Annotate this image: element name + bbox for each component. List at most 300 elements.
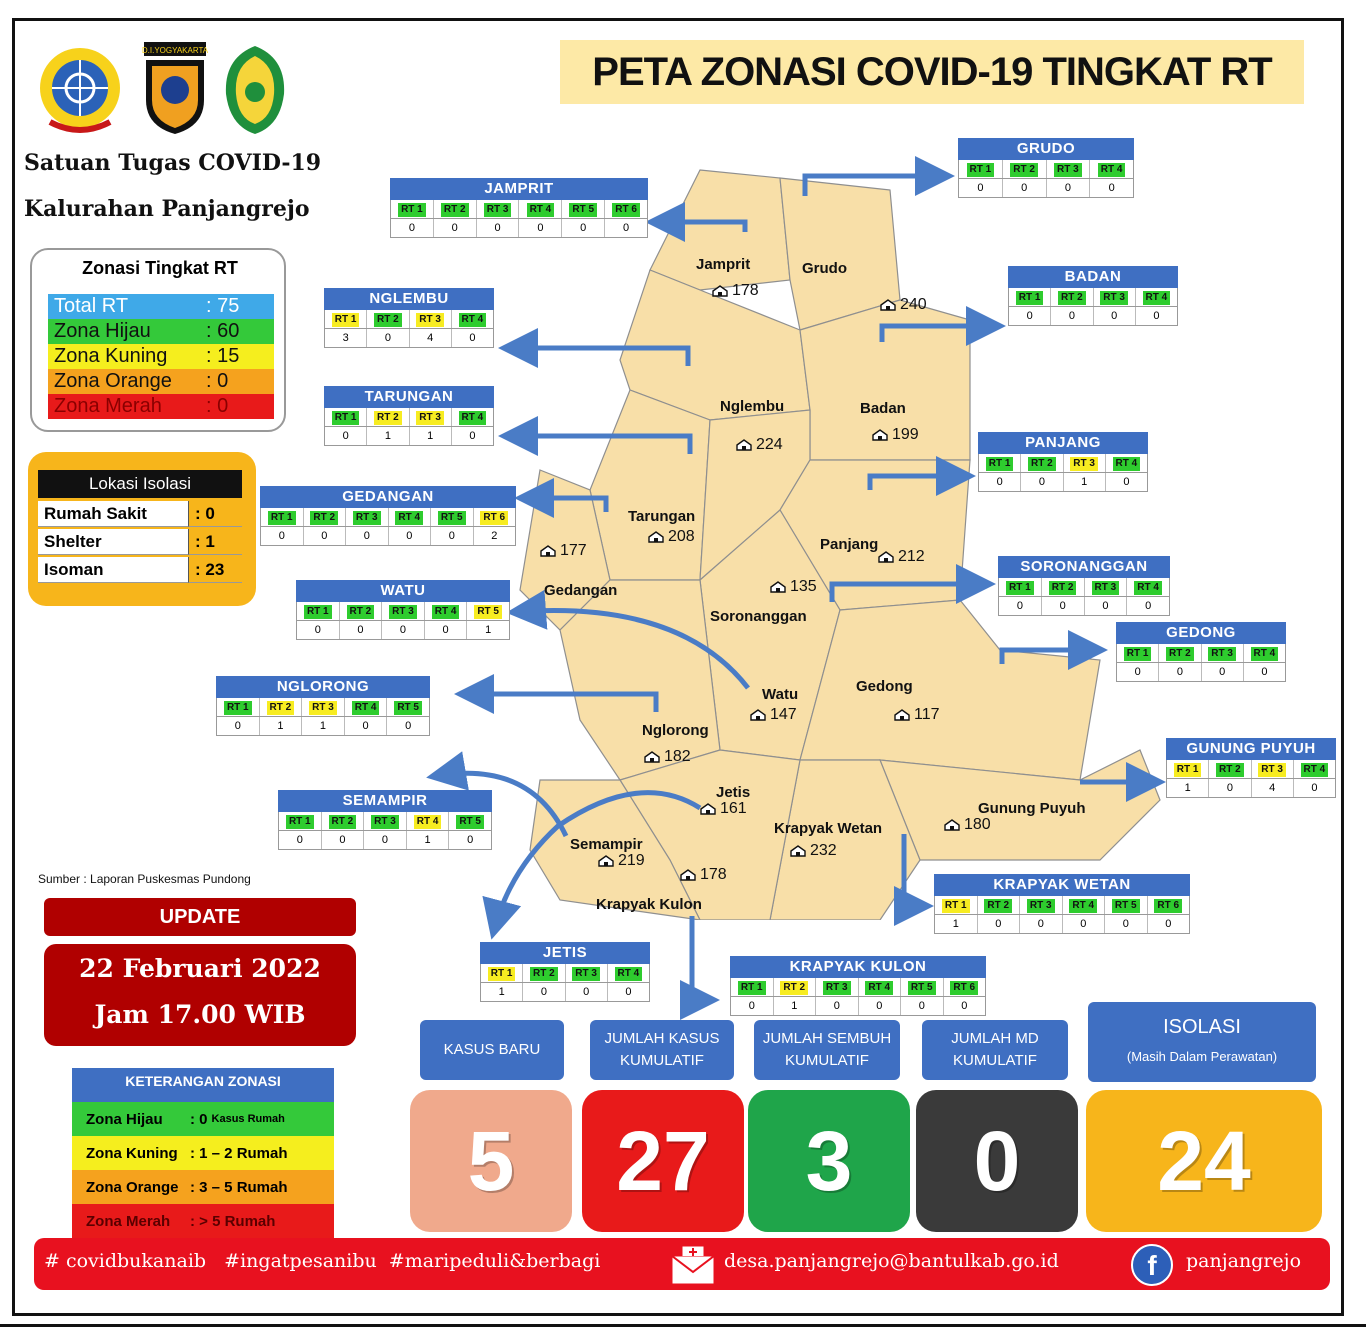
- rt-table-title: TARUNGAN: [324, 386, 494, 408]
- rt-table-title: WATU: [296, 580, 510, 602]
- rt-label-cell: [467, 602, 509, 620]
- legend-desc: : 1 – 2 Rumah: [190, 1144, 288, 1162]
- rt-value-row: [730, 997, 986, 1016]
- stat-label-text: KASUS BARU: [443, 1041, 541, 1058]
- house-count-value: 182: [664, 748, 691, 765]
- rt-value-cell: 0: [1123, 476, 1130, 488]
- footer-email[interactable]: desa.panjangrejo@bantulkab.go.id: [724, 1250, 1059, 1272]
- rt-label: RT 1: [986, 457, 1014, 471]
- rt-label-cell: [364, 812, 407, 830]
- legend-desc-small: Kasus Rumah: [211, 1113, 285, 1125]
- rt-label-cell: [477, 200, 520, 218]
- house-count-value: 219: [618, 852, 645, 869]
- village-house-count: [736, 436, 783, 454]
- rt-table: [296, 580, 510, 640]
- rt-label: RT 3: [1027, 899, 1055, 913]
- rt-value-cell: 0: [1202, 663, 1244, 681]
- isolasi-row-value: : 0: [188, 501, 242, 527]
- update-box: [44, 944, 356, 1046]
- legend-desc: : > 5 Rumah: [190, 1212, 276, 1230]
- rt-label: RT 2: [267, 701, 295, 715]
- rt-label: RT 6: [480, 511, 508, 525]
- zonasi-row-label: Zona Kuning: [54, 345, 168, 367]
- rt-label: RT 3: [371, 815, 399, 829]
- rt-label: RT 4: [414, 815, 442, 829]
- legend-desc: : 3 – 5 Rumah: [190, 1178, 288, 1196]
- rt-label: RT 1: [398, 203, 426, 217]
- rt-table: [324, 288, 494, 348]
- rt-label: RT 6: [612, 203, 640, 217]
- village-house-count: [790, 842, 837, 860]
- rt-value-cell: 0: [519, 219, 562, 237]
- rt-label-cell: [340, 602, 383, 620]
- isolasi-row-value: : 1: [188, 529, 242, 555]
- rt-value-cell: 1: [367, 427, 409, 445]
- rt-label: RT 4: [865, 981, 893, 995]
- rt-label-cell: [1252, 760, 1294, 778]
- rt-label: RT 1: [304, 605, 332, 619]
- legend-row: [72, 1136, 334, 1170]
- house-icon: [770, 581, 786, 593]
- rt-label: RT 4: [459, 313, 487, 327]
- rt-label: RT 4: [527, 203, 555, 217]
- rt-value-cell: 0: [1063, 915, 1106, 933]
- rt-value-cell: 0: [469, 332, 476, 344]
- rt-label: RT 3: [1258, 763, 1286, 777]
- village-name: Grudo: [802, 260, 847, 277]
- rt-label: RT 1: [268, 511, 296, 525]
- house-count-value: 224: [756, 436, 783, 453]
- stat-value: 0: [916, 1090, 1078, 1232]
- rt-table: [1008, 266, 1178, 326]
- house-count-value: 240: [900, 296, 927, 313]
- rt-value-cell: 0: [1105, 915, 1148, 933]
- rt-table-title: BADAN: [1008, 266, 1178, 288]
- rt-label-cell: [608, 964, 649, 982]
- rt-table-title: NGLORONG: [216, 676, 430, 698]
- rt-label: RT 4: [432, 605, 460, 619]
- rt-label-cell: [217, 698, 260, 716]
- rt-label: RT 2: [530, 967, 558, 981]
- rt-value-cell: 0: [405, 720, 412, 732]
- rt-label: RT 1: [286, 815, 314, 829]
- village-house-count: [700, 800, 747, 818]
- zonasi-legend: [72, 1068, 334, 1238]
- rt-label: RT 4: [1251, 647, 1279, 661]
- rt-value-cell: 0: [901, 997, 944, 1015]
- rt-label-cell: [434, 200, 477, 218]
- rt-label: RT 3: [1092, 581, 1120, 595]
- rt-label: RT 3: [353, 511, 381, 525]
- house-count-value: 178: [700, 866, 727, 883]
- rt-table: [958, 138, 1134, 198]
- rt-value-cell: 3: [325, 329, 367, 347]
- village-name: Jetis: [716, 784, 751, 801]
- rt-value-cell: 0: [389, 527, 432, 545]
- rt-label-cell: [1009, 288, 1051, 306]
- rt-value-cell: 0: [978, 915, 1021, 933]
- house-icon: [880, 299, 896, 311]
- house-icon: [878, 551, 894, 563]
- rt-label: RT 1: [967, 163, 995, 177]
- rt-label: RT 2: [1216, 763, 1244, 777]
- rt-label: RT 4: [1098, 163, 1126, 177]
- rt-label-cell: [346, 508, 389, 526]
- house-count-value: 180: [964, 816, 991, 833]
- rt-label: RT 2: [374, 411, 402, 425]
- house-count-value: 178: [732, 282, 759, 299]
- update-label: UPDATE: [44, 898, 356, 936]
- rt-value-cell: 1: [485, 624, 492, 636]
- rt-label: RT 3: [572, 967, 600, 981]
- rt-value-cell: 1: [410, 427, 452, 445]
- rt-label: RT 2: [1010, 163, 1038, 177]
- rt-value-cell: 0: [391, 219, 434, 237]
- legend-zone: Zona Orange: [86, 1178, 179, 1196]
- rt-value-cell: 0: [340, 621, 383, 639]
- rt-value-cell: 0: [1153, 310, 1160, 322]
- rt-value-cell: 0: [1108, 182, 1115, 194]
- zonasi-row-label: Total RT: [54, 295, 129, 317]
- lokasi-isolasi-heading: Lokasi Isolasi: [38, 470, 242, 498]
- stat-label: [590, 1020, 734, 1080]
- zonasi-row-label: Zona Merah: [54, 395, 162, 417]
- facebook-icon: [1130, 1243, 1174, 1287]
- rt-label: RT 4: [1301, 763, 1329, 777]
- rt-value-cell: 1: [407, 831, 450, 849]
- rt-value-row: [480, 983, 650, 1002]
- house-icon: [680, 869, 696, 881]
- rt-value-row: [1116, 663, 1286, 682]
- house-icon: [540, 545, 556, 557]
- rt-label-cell: [302, 698, 345, 716]
- rt-label: RT 5: [908, 981, 936, 995]
- stat-value: 27: [582, 1090, 744, 1232]
- house-icon: [598, 855, 614, 867]
- rt-value-cell: 0: [1311, 782, 1318, 794]
- village-name: Gedangan: [544, 582, 618, 599]
- rt-value-row: [1008, 307, 1178, 326]
- rt-label-cell: [1202, 644, 1244, 662]
- rt-label-row: [480, 964, 650, 983]
- rt-value-cell: 0: [1117, 663, 1159, 681]
- rt-value-cell: 0: [1042, 597, 1085, 615]
- rt-value-cell: 1: [260, 717, 303, 735]
- rt-label: RT 1: [738, 981, 766, 995]
- rt-value-row: [324, 329, 494, 348]
- village-name: Watu: [762, 686, 799, 703]
- rt-value-cell: 4: [1252, 779, 1294, 797]
- house-icon: [700, 803, 716, 815]
- village-house-count: [648, 528, 695, 546]
- rt-label-cell: [1042, 578, 1085, 596]
- village-name: Tarungan: [628, 508, 696, 525]
- rt-label-cell: [325, 408, 367, 426]
- rt-label-cell: [859, 978, 902, 996]
- rt-label-cell: [410, 408, 452, 426]
- house-icon: [648, 531, 664, 543]
- village-house-count: [770, 578, 817, 596]
- rt-label-cell: [1167, 760, 1209, 778]
- rt-label: RT 5: [474, 605, 502, 619]
- rt-label-cell: [322, 812, 365, 830]
- rt-label-cell: [979, 454, 1021, 472]
- rt-label: RT 3: [309, 701, 337, 715]
- rt-label-cell: [304, 508, 347, 526]
- rt-table-title: JETIS: [480, 942, 650, 964]
- rt-label-cell: [407, 812, 450, 830]
- village-name: Gedong: [856, 678, 913, 695]
- rt-value-row: [260, 527, 516, 546]
- rt-value-cell: 0: [325, 427, 367, 445]
- rt-label: RT 1: [942, 899, 970, 913]
- rt-value-cell: 0: [279, 831, 322, 849]
- rt-label-cell: [1003, 160, 1047, 178]
- rt-label: RT 4: [1113, 457, 1141, 471]
- rt-label-cell: [519, 200, 562, 218]
- rt-value-cell: 0: [304, 527, 347, 545]
- rt-label-row: [260, 508, 516, 527]
- rt-label: RT 1: [488, 967, 516, 981]
- stat-label: [754, 1020, 900, 1080]
- rt-value-cell: 0: [425, 621, 468, 639]
- rt-label: RT 6: [1154, 899, 1182, 913]
- house-icon: [736, 439, 752, 451]
- svg-text:f: f: [1147, 1250, 1157, 1281]
- rt-label-cell: [1047, 160, 1091, 178]
- rt-label: RT 5: [438, 511, 466, 525]
- org-name-line1: Satuan Tugas COVID-19: [24, 150, 322, 176]
- house-icon: [944, 819, 960, 831]
- rt-label: RT 2: [780, 981, 808, 995]
- zonasi-row-value: : 75: [206, 295, 240, 317]
- legend-zone: Zona Kuning: [86, 1144, 178, 1162]
- rt-label: RT 4: [395, 511, 423, 525]
- rt-label-cell: [452, 408, 493, 426]
- rt-label: RT 4: [459, 411, 487, 425]
- rt-value-cell: 0: [859, 997, 902, 1015]
- house-count-value: 232: [810, 842, 837, 859]
- isolasi-row-label: Shelter: [38, 529, 188, 555]
- village-name: Semampir: [570, 836, 643, 853]
- rt-value-row: [958, 179, 1134, 198]
- rt-label: RT 3: [1100, 291, 1128, 305]
- house-icon: [894, 709, 910, 721]
- rt-table-title: PANJANG: [978, 432, 1148, 454]
- rt-value-cell: 0: [1159, 663, 1201, 681]
- house-count-value: 117: [914, 706, 940, 723]
- rt-value-cell: 0: [345, 717, 388, 735]
- rt-label-cell: [1094, 288, 1136, 306]
- rt-label-cell: [389, 508, 432, 526]
- footer-bar: [34, 1238, 1330, 1290]
- rt-label: RT 1: [332, 411, 360, 425]
- legend-desc: : 0: [190, 1110, 208, 1128]
- rt-table-title: NGLEMBU: [324, 288, 494, 310]
- rt-label-cell: [1136, 288, 1177, 306]
- zonasi-row-value: : 0: [206, 395, 229, 417]
- rt-label-row: [278, 812, 492, 831]
- rt-label: RT 3: [1070, 457, 1098, 471]
- rt-value-cell: 0: [1085, 597, 1128, 615]
- rt-label-row: [296, 602, 510, 621]
- rt-label-cell: [901, 978, 944, 996]
- rt-label-cell: [1117, 644, 1159, 662]
- rt-label-cell: [562, 200, 605, 218]
- rt-label-cell: [774, 978, 817, 996]
- rt-label: RT 3: [1054, 163, 1082, 177]
- village-name: Krapyak Wetan: [774, 820, 883, 837]
- stat-label: [1088, 1002, 1316, 1082]
- footer-facebook[interactable]: panjangrejo: [1186, 1250, 1302, 1272]
- rt-label-cell: [367, 408, 409, 426]
- zonasi-row-label: Zona Hijau: [54, 320, 151, 342]
- rt-value-row: [296, 621, 510, 640]
- rt-label-cell: [452, 310, 493, 328]
- rt-value-cell: 1: [302, 717, 345, 735]
- rt-value-cell: 0: [367, 329, 409, 347]
- village-house-count: [680, 866, 727, 884]
- house-count-value: 135: [790, 578, 817, 595]
- update-date: 22 Februari 2022: [79, 954, 321, 983]
- rt-value-cell: 0: [1094, 307, 1136, 325]
- isolasi-row-label: Rumah Sakit: [38, 501, 188, 527]
- rt-label: RT 2: [347, 605, 375, 619]
- rt-label-cell: [1106, 454, 1147, 472]
- rt-label-cell: [1209, 760, 1251, 778]
- rt-label-cell: [325, 310, 367, 328]
- rt-table: [730, 956, 986, 1016]
- rt-label: RT 4: [1134, 581, 1162, 595]
- village-name: Nglorong: [642, 722, 709, 739]
- village-house-count: [540, 542, 587, 560]
- rt-value-cell: 0: [1003, 179, 1047, 197]
- village-name: Badan: [860, 400, 906, 417]
- village-house-count: [944, 816, 991, 834]
- rt-label: RT 5: [1112, 899, 1140, 913]
- rt-value-row: [390, 219, 648, 238]
- rt-label: RT 2: [441, 203, 469, 217]
- rt-value-cell: 2: [491, 530, 498, 542]
- rt-value-row: [1166, 779, 1336, 798]
- rt-table-title: GEDANGAN: [260, 486, 516, 508]
- rt-label-row: [1116, 644, 1286, 663]
- rt-label-cell: [731, 978, 774, 996]
- rt-value-row: [216, 717, 430, 736]
- rt-label-cell: [297, 602, 340, 620]
- rt-label-cell: [1127, 578, 1169, 596]
- house-count-value: 208: [668, 528, 695, 545]
- police-logo-text: D.I.YOGYAKARTA: [141, 46, 209, 55]
- rt-value-cell: 0: [625, 986, 632, 998]
- rt-table: [324, 386, 494, 446]
- rt-label: RT 3: [416, 411, 444, 425]
- rt-label-cell: [944, 978, 986, 996]
- rt-value-cell: 0: [1047, 179, 1091, 197]
- village-name: Panjang: [820, 536, 879, 553]
- rt-label-cell: [1051, 288, 1093, 306]
- rt-label-cell: [261, 508, 304, 526]
- rt-value-cell: 1: [774, 997, 817, 1015]
- rt-label-cell: [387, 698, 429, 716]
- rt-label-cell: [999, 578, 1042, 596]
- rt-table-title: SEMAMPIR: [278, 790, 492, 812]
- stat-label: [420, 1020, 564, 1080]
- village-house-count: [872, 426, 919, 444]
- rt-label-row: [324, 408, 494, 427]
- rt-value-cell: 1: [935, 915, 978, 933]
- rt-label-cell: [1148, 896, 1190, 914]
- rt-label: RT 1: [1006, 581, 1034, 595]
- rt-label: RT 5: [569, 203, 597, 217]
- rt-label: RT 4: [352, 701, 380, 715]
- rt-value-cell: 0: [346, 527, 389, 545]
- rt-label-cell: [481, 964, 523, 982]
- rt-label: RT 1: [1174, 763, 1202, 777]
- rt-label-cell: [345, 698, 388, 716]
- rt-label: RT 3: [1208, 647, 1236, 661]
- rt-label-cell: [1020, 896, 1063, 914]
- rt-table: [480, 942, 650, 1002]
- rt-value-cell: 0: [364, 831, 407, 849]
- rt-table-title: KRAPYAK WETAN: [934, 874, 1190, 896]
- rt-label-row: [934, 896, 1190, 915]
- rt-label-cell: [474, 508, 516, 526]
- rt-table-title: SORONANGGAN: [998, 556, 1170, 578]
- stat-value: 5: [410, 1090, 572, 1232]
- village-house-count: [712, 282, 759, 300]
- rt-value-cell: 0: [261, 527, 304, 545]
- village-name: Krapyak Kulon: [596, 896, 702, 913]
- rt-label: RT 5: [394, 701, 422, 715]
- rt-label-row: [730, 978, 986, 997]
- rt-label-cell: [959, 160, 1003, 178]
- legend-row: [72, 1102, 334, 1136]
- rt-label: RT 5: [456, 815, 484, 829]
- rt-label-cell: [410, 310, 452, 328]
- rt-label: RT 3: [389, 605, 417, 619]
- poster-title: PETA ZONASI COVID-19 TINGKAT RT: [560, 40, 1304, 104]
- rt-label-cell: [391, 200, 434, 218]
- village-house-count: [750, 706, 797, 724]
- village-name: Nglembu: [720, 398, 785, 415]
- rt-label-cell: [279, 812, 322, 830]
- village-name: Soronanggan: [710, 608, 807, 625]
- rt-label-row: [324, 310, 494, 329]
- rt-value-cell: 0: [477, 219, 520, 237]
- zonasi-row-value: : 15: [206, 345, 240, 367]
- house-icon: [712, 285, 728, 297]
- house-icon: [872, 429, 888, 441]
- rt-value-cell: 0: [469, 430, 476, 442]
- rt-table-title: GRUDO: [958, 138, 1134, 160]
- zonasi-row-label: Zona Orange: [54, 370, 172, 392]
- rt-label: RT 3: [484, 203, 512, 217]
- village-house-count: [644, 748, 691, 766]
- village-house-count: [878, 548, 925, 566]
- rt-label-cell: [367, 310, 409, 328]
- house-count-value: 177: [560, 542, 587, 559]
- rt-label: RT 2: [1028, 457, 1056, 471]
- rt-label-cell: [449, 812, 491, 830]
- rt-value-cell: 0: [217, 717, 260, 735]
- zonasi-row-value: : 0: [206, 370, 229, 392]
- rt-table: [216, 676, 430, 736]
- rt-value-cell: 0: [382, 621, 425, 639]
- legend-row: [72, 1170, 334, 1204]
- rt-table-title: GUNUNG PUYUH: [1166, 738, 1336, 760]
- legend-heading: KETERANGAN ZONASI: [72, 1068, 334, 1102]
